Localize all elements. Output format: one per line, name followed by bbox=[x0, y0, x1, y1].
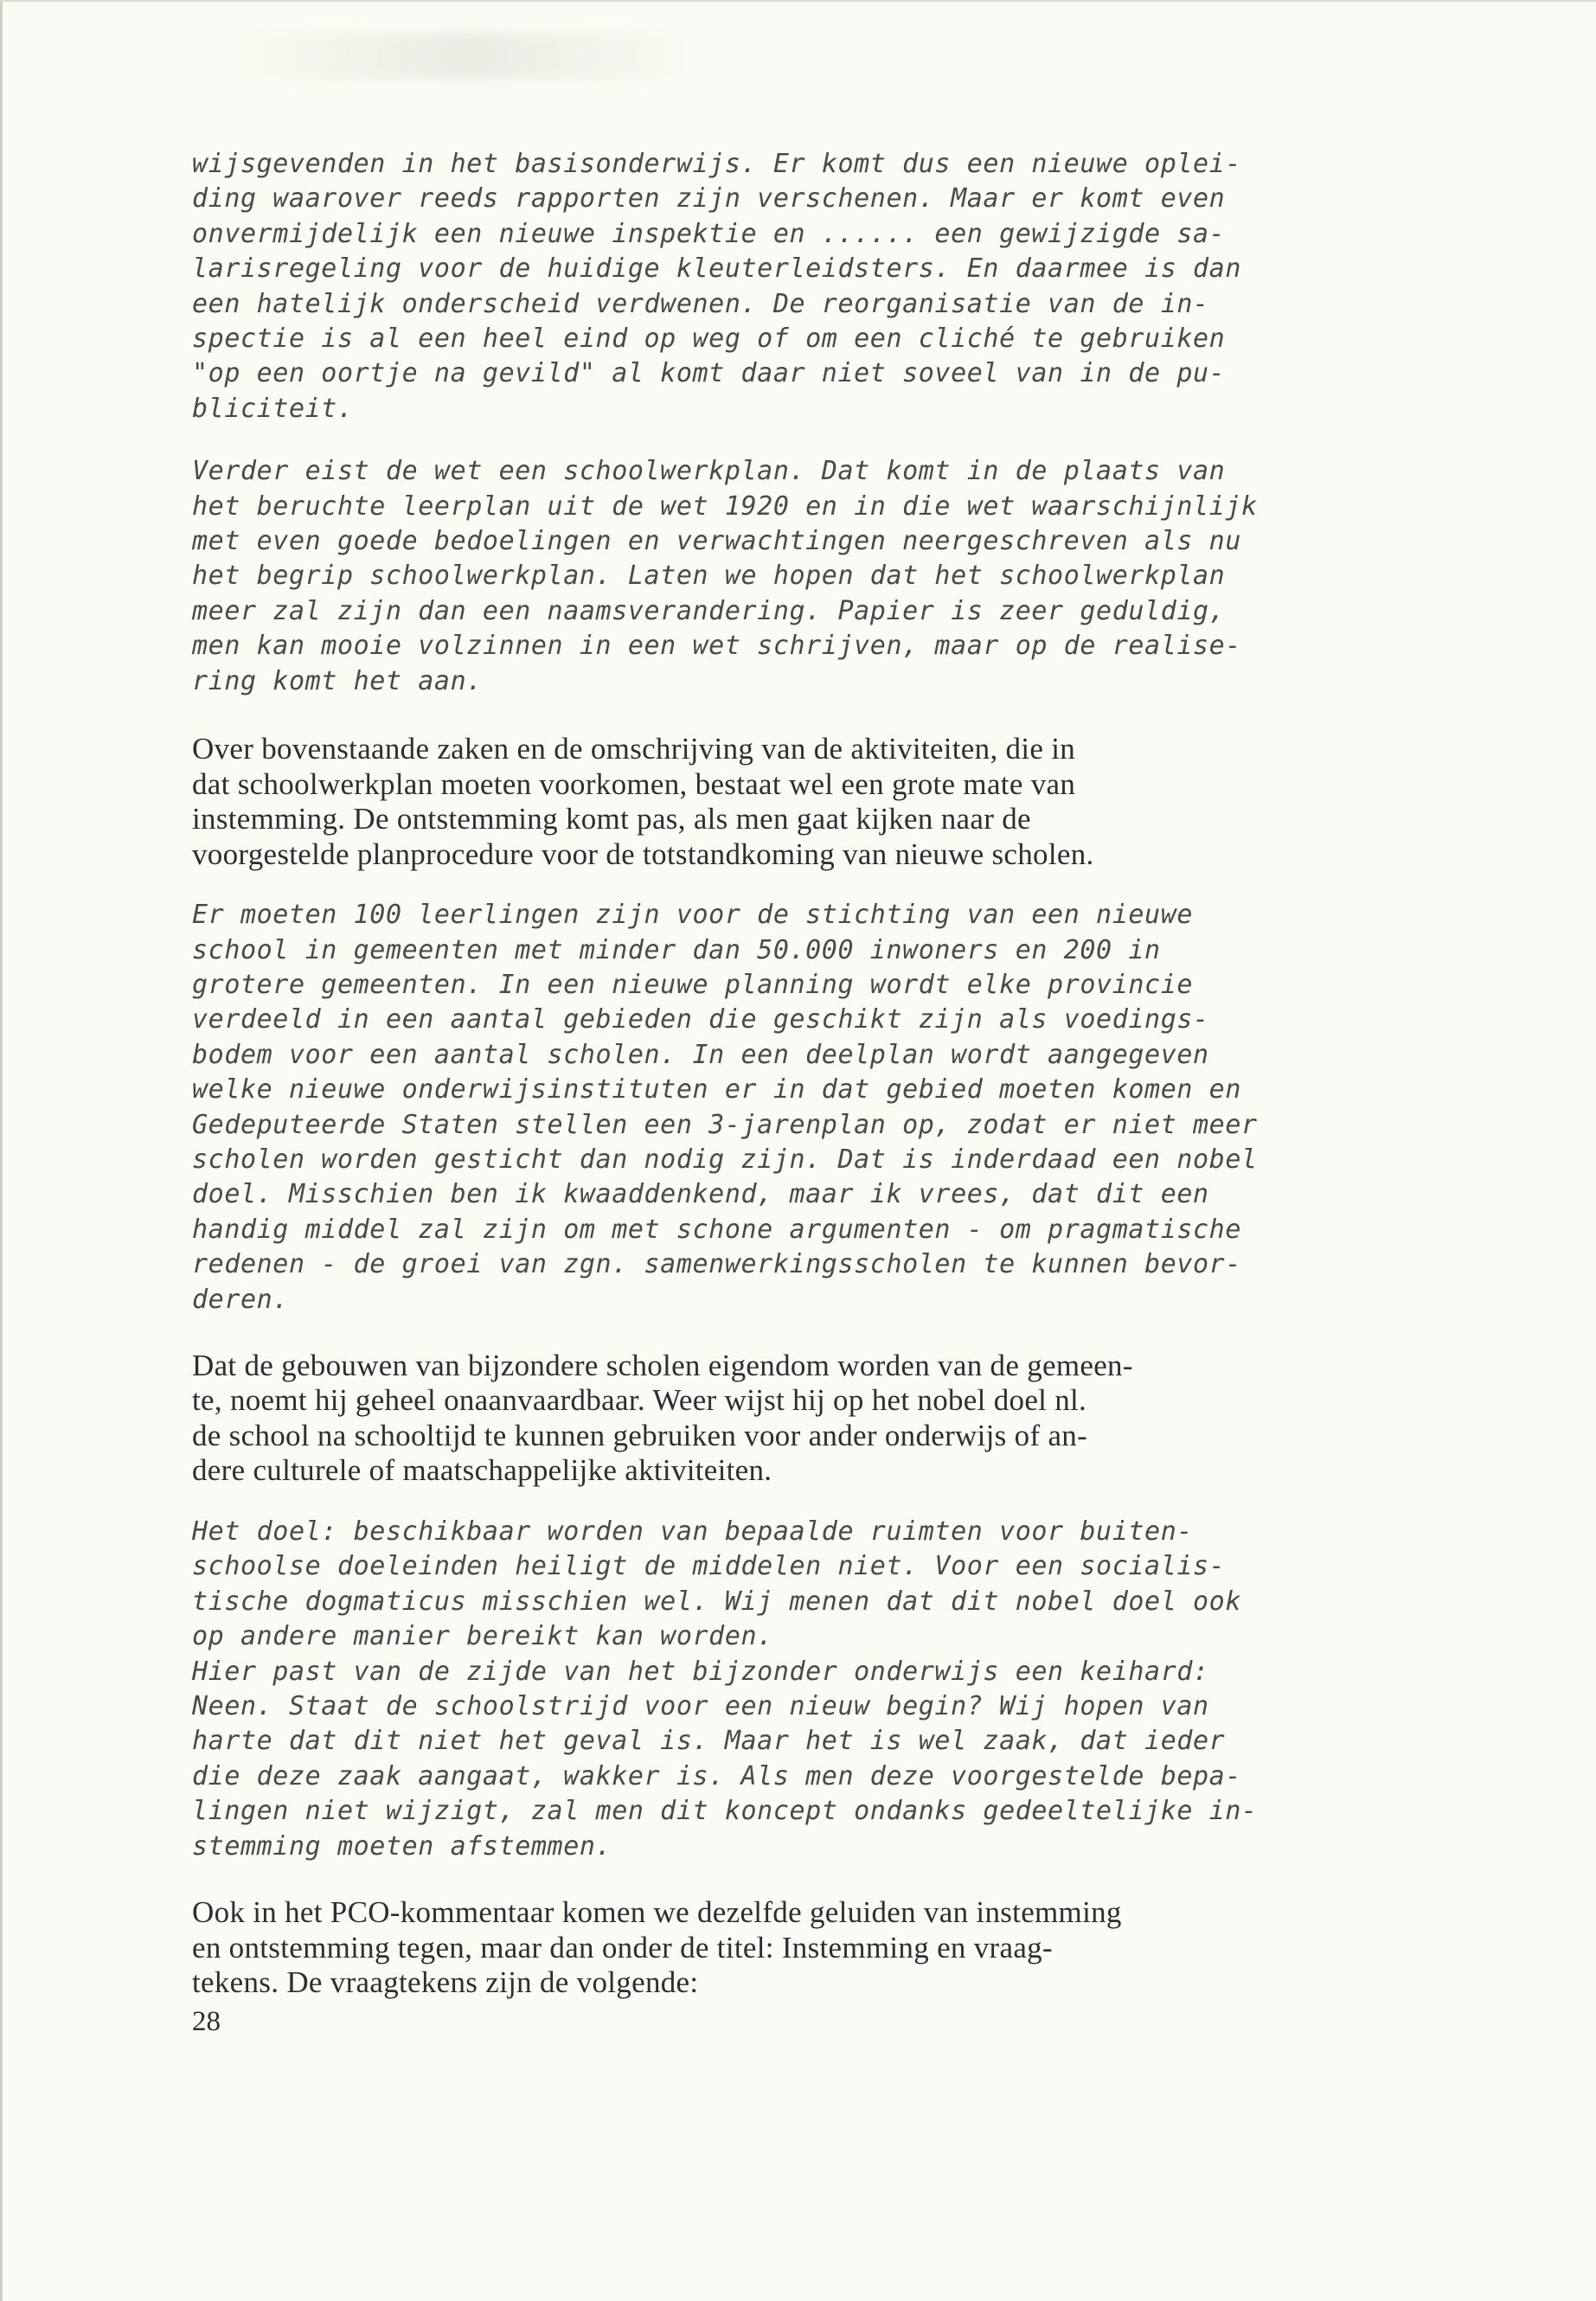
paragraph-typed-4: Het doel: beschikbaar worden van bepaalde ruimten voor buiten- schoolse doeleinden heiligt de middelen niet. Voor een socialis- tische dogmaticus misschien wel. Wij menen dat dit nobel doel ook op andere manier bereikt kan worden. Hier past van de zijde van het bijzonder onderwijs een keihard: Neen. Staat de schoolstrijd voor een nieuw begin? Wij hopen van harte dat dit niet het geval is. Maar het is wel zaak, dat ieder die deze zaak aangaat, wakker is. Als men deze voorgestelde bepa- lingen niet wijzigt, zal men dit koncept ondanks gedeeltelijke in- stemming moeten afstemmen. bbox=[192, 1516, 1258, 1862]
paragraph-printed-2: Dat de gebouwen van bijzondere scholen eigendom worden van de gemeen- te, noemt hij geheel onaanvaardbaar. Weer wijst hij op het nobel doel nl. de school na schooltijd te kunnen gebruiken voor ander onderwijs of an- dere culturele of maatschappelijke aktiviteiten. bbox=[192, 1348, 1133, 1488]
paragraph-typed-3: Er moeten 100 leerlingen zijn voor de stichting van een nieuwe school in gemeenten met minder dan 50.000 inwoners en 200 in grotere gemeenten. In een nieuwe planning wordt elke provincie verdeeld in een aantal gebieden die geschikt zijn als voedings- bodem voor een aantal scholen. In een deelplan wordt aangegeven welke nieuwe onderwijsinstituten er in dat gebied moeten komen en Gedeputeerde Staten stellen een 3-jarenplan op, zodat er niet meer scholen worden gesticht dan nodig zijn. Dat is inderdaad een nobel doel. Misschien ben ik kwaaddenkend, maar ik vrees, dat dit een handig middel zal zijn om met schone argumenten - om pragmatische redenen - de groei van zgn. samenwerkingsscholen te kunnen bevor- deren. bbox=[192, 900, 1258, 1315]
paragraph-typed-2: Verder eist de wet een schoolwerkplan. Dat komt in de plaats van het beruchte leerplan uit de wet 1920 en in die wet waarschijnlijk met even goede bedoelingen en verwachtingen neergeschreven als nu het begrip schoolwerkplan. Laten we hopen dat het schoolwerkplan meer zal zijn dan een naamsverandering. Papier is zeer geduldig, men kan mooie volzinnen in een wet schrijven, maar op de realise- ring komt het aan. bbox=[192, 456, 1258, 696]
paragraph-printed-1: Over bovenstaande zaken en de omschrijving van de aktiviteiten, die in dat schoolwerkplan moeten voorkomen, bestaat wel een grote mate van instemming. De ontstemming komt pas, als men gaat kijken naar de voorgestelde planprocedure voor de totstandkoming van nieuwe scholen. bbox=[192, 732, 1094, 871]
page-number: 28 bbox=[192, 2005, 221, 2037]
page-content bbox=[192, 147, 1420, 2039]
scan-smudge bbox=[242, 35, 692, 78]
paragraph-printed-3: Ook in het PCO-kommentaar komen we dezelfde geluiden van instemming en ontstemming tegen, maar dan onder de titel: Instemming en vraag- tekens. De vraagtekens zijn de volgende: bbox=[192, 1895, 1122, 2000]
paragraph-typed-1: wijsgevenden in het basisonderwijs. Er komt dus een nieuwe oplei- ding waarover reeds rapporten zijn verschenen. Maar er komt even onvermijdelijk een nieuwe inspektie en ...... een gewijzigde sa- larisregeling voor de huidige kleuterleidsters. En daarmee is dan een hatelijk onderscheid verdwenen. De reorganisatie van de in- spectie is al een heel eind op weg of om een cliché te gebruiken "op een oortje na gevild" al komt daar niet soveel van in de pu- bliciteit. bbox=[192, 149, 1241, 424]
